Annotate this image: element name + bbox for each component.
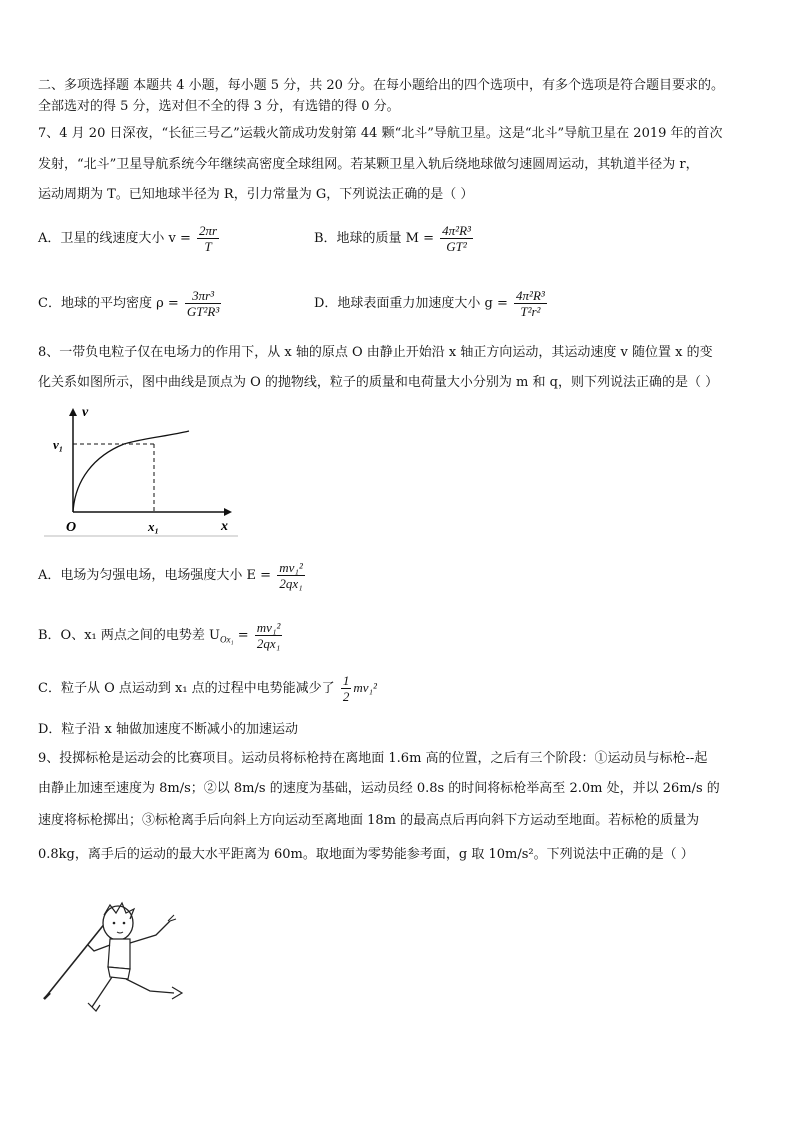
v1-label: v₁	[53, 437, 64, 452]
q7-option-c-denominator: GT²R³	[186, 304, 220, 319]
q7-option-d	[314, 288, 549, 319]
q7-option-c	[38, 288, 223, 319]
q8-option-b	[38, 620, 284, 651]
athlete-right-leg	[126, 979, 174, 993]
q7-stem-line-2: 发射，“北斗”卫星导航系统今年继续高密度全球组网。若某颗卫星入轨后绕地球做匀速圆周运动，其轨道半径为 r，	[38, 157, 699, 172]
q7-option-b-numerator: 4π²R³	[442, 223, 471, 238]
q7-option-c-fraction	[185, 288, 221, 319]
athlete-eye	[113, 922, 116, 925]
javelin-thrower-illustration	[38, 895, 188, 1017]
q7-option-b	[314, 223, 475, 254]
q9-stem-line-4: 0.8kg，离手后的运动的最大水平距离为 60m。取地面为零势能参考面，g 取 10m/s²。下列说法中正确的是（ ）	[38, 847, 694, 862]
athlete-right-arm	[130, 921, 170, 943]
q8-option-b-numerator: mv₁²	[256, 620, 281, 635]
q8-option-a	[38, 560, 307, 591]
q7-option-a	[38, 223, 221, 254]
q9-stem-line-2: 由静止加速至速度为 8m/s；②以 8m/s 的速度为基础，运动员经 0.8s 的时间将标枪举高至 2.0m 处，并以 26m/s 的	[38, 781, 720, 796]
q8-option-c-suffix: mv₁²	[353, 680, 377, 695]
athlete-torso	[108, 939, 130, 969]
q8-velocity-position-graph	[44, 400, 240, 538]
athlete-eye	[123, 922, 126, 925]
q7-option-c-numerator: 3πr³	[185, 288, 221, 304]
javelin-tip	[44, 993, 50, 999]
q7-option-b-fraction	[440, 223, 473, 254]
q8-option-d: D．粒子沿 x 轴做加速度不断减小的加速运动	[38, 722, 299, 737]
q7-option-a-numerator: 2πr	[199, 223, 218, 238]
q8-option-a-fraction	[277, 560, 305, 591]
q8-option-b-text: B．O、x₁ 两点之间的电势差 U	[38, 628, 220, 643]
section-header-line-1: 二、多项选择题 本题共 4 小题，每小题 5 分，共 20 分。在每小题给出的四个选项中，有多个选项是符合题目要求的。	[38, 78, 725, 93]
q7-option-a-fraction	[197, 223, 219, 254]
athlete-right-hand	[168, 915, 176, 921]
q7-option-a-text: A．卫星的线速度大小 v =	[38, 231, 191, 246]
athlete-left-arm	[88, 945, 110, 951]
q8-option-b-fraction	[255, 620, 283, 651]
q8-stem-line-1: 8、一带负电粒子仅在电场力的作用下，从 x 轴的原点 O 由静止开始沿 x 轴正方向运动，其运动速度 v 随位置 x 的变	[38, 345, 713, 360]
q8-option-c-fraction	[341, 673, 352, 704]
q7-option-d-text: D．地球表面重力加速度大小 g =	[314, 296, 508, 311]
section-header-line-2: 全部选对的得 5 分，选对但不全的得 3 分，有选错的得 0 分。	[38, 99, 400, 114]
q7-stem-line-1: 7、4 月 20 日深夜，“长征三号乙”运载火箭成功发射第 44 颗“北斗”导航卫星。这是“北斗”导航卫星在 2019 年的首次	[38, 126, 723, 141]
q8-option-c-numerator: 1	[342, 673, 350, 688]
q9-stem-line-1: 9、投掷标枪是运动会的比赛项目。运动员将标枪持在离地面 1.6m 高的位置，之后有三个阶段：①运动员与标枪--起	[38, 751, 708, 766]
q8-option-b-denominator: 2qx₁	[256, 636, 281, 651]
x-axis-label: x	[221, 519, 228, 534]
q9-stem-line-3: 速度将标枪掷出；③标枪离手后向斜上方向运动至离地面 18m 的最高点后再向斜下方运动至地面。若标枪的质量为	[38, 813, 700, 828]
q8-option-a-numerator: mv₁²	[279, 560, 303, 575]
q8-option-c	[38, 673, 377, 704]
q7-stem-line-3: 运动周期为 T。已知地球半径为 R，引力常量为 G，下列说法正确的是（ ）	[38, 187, 474, 202]
q8-option-a-denominator: 2qx₁	[279, 576, 303, 591]
q8-option-b-subscript: Ox₁	[219, 634, 234, 645]
y-axis-label: v	[82, 405, 89, 420]
athlete-left-leg	[92, 977, 112, 1007]
y-axis-arrow	[69, 408, 77, 416]
origin-label: O	[66, 520, 77, 535]
x1-label: x₁	[148, 519, 160, 534]
q7-option-b-denominator: GT²	[446, 239, 467, 254]
q7-option-d-denominator: T²r²	[520, 304, 541, 319]
q7-option-c-text: C．地球的平均密度 ρ =	[38, 296, 179, 311]
q7-option-a-denominator: T	[204, 239, 212, 254]
parabola-curve	[73, 431, 189, 512]
q7-option-d-fraction	[514, 288, 547, 319]
x-axis-arrow	[224, 508, 232, 516]
q8-option-b-equals: =	[233, 628, 249, 643]
q8-stem-line-2: 化关系如图所示，图中曲线是顶点为 O 的抛物线，粒子的质量和电荷量大小分别为 m 和 q，则下列说法正确的是（ ）	[38, 375, 719, 390]
q7-option-d-numerator: 4π²R³	[516, 288, 545, 303]
q8-option-a-text: A．电场为匀强电场，电场强度大小 E =	[38, 568, 272, 583]
q8-option-c-denominator: 2	[342, 689, 350, 704]
q8-option-c-text: C．粒子从 O 点运动到 x₁ 点的过程中电势能减少了	[38, 681, 335, 696]
q7-option-b-text: B．地球的质量 M =	[314, 231, 435, 246]
